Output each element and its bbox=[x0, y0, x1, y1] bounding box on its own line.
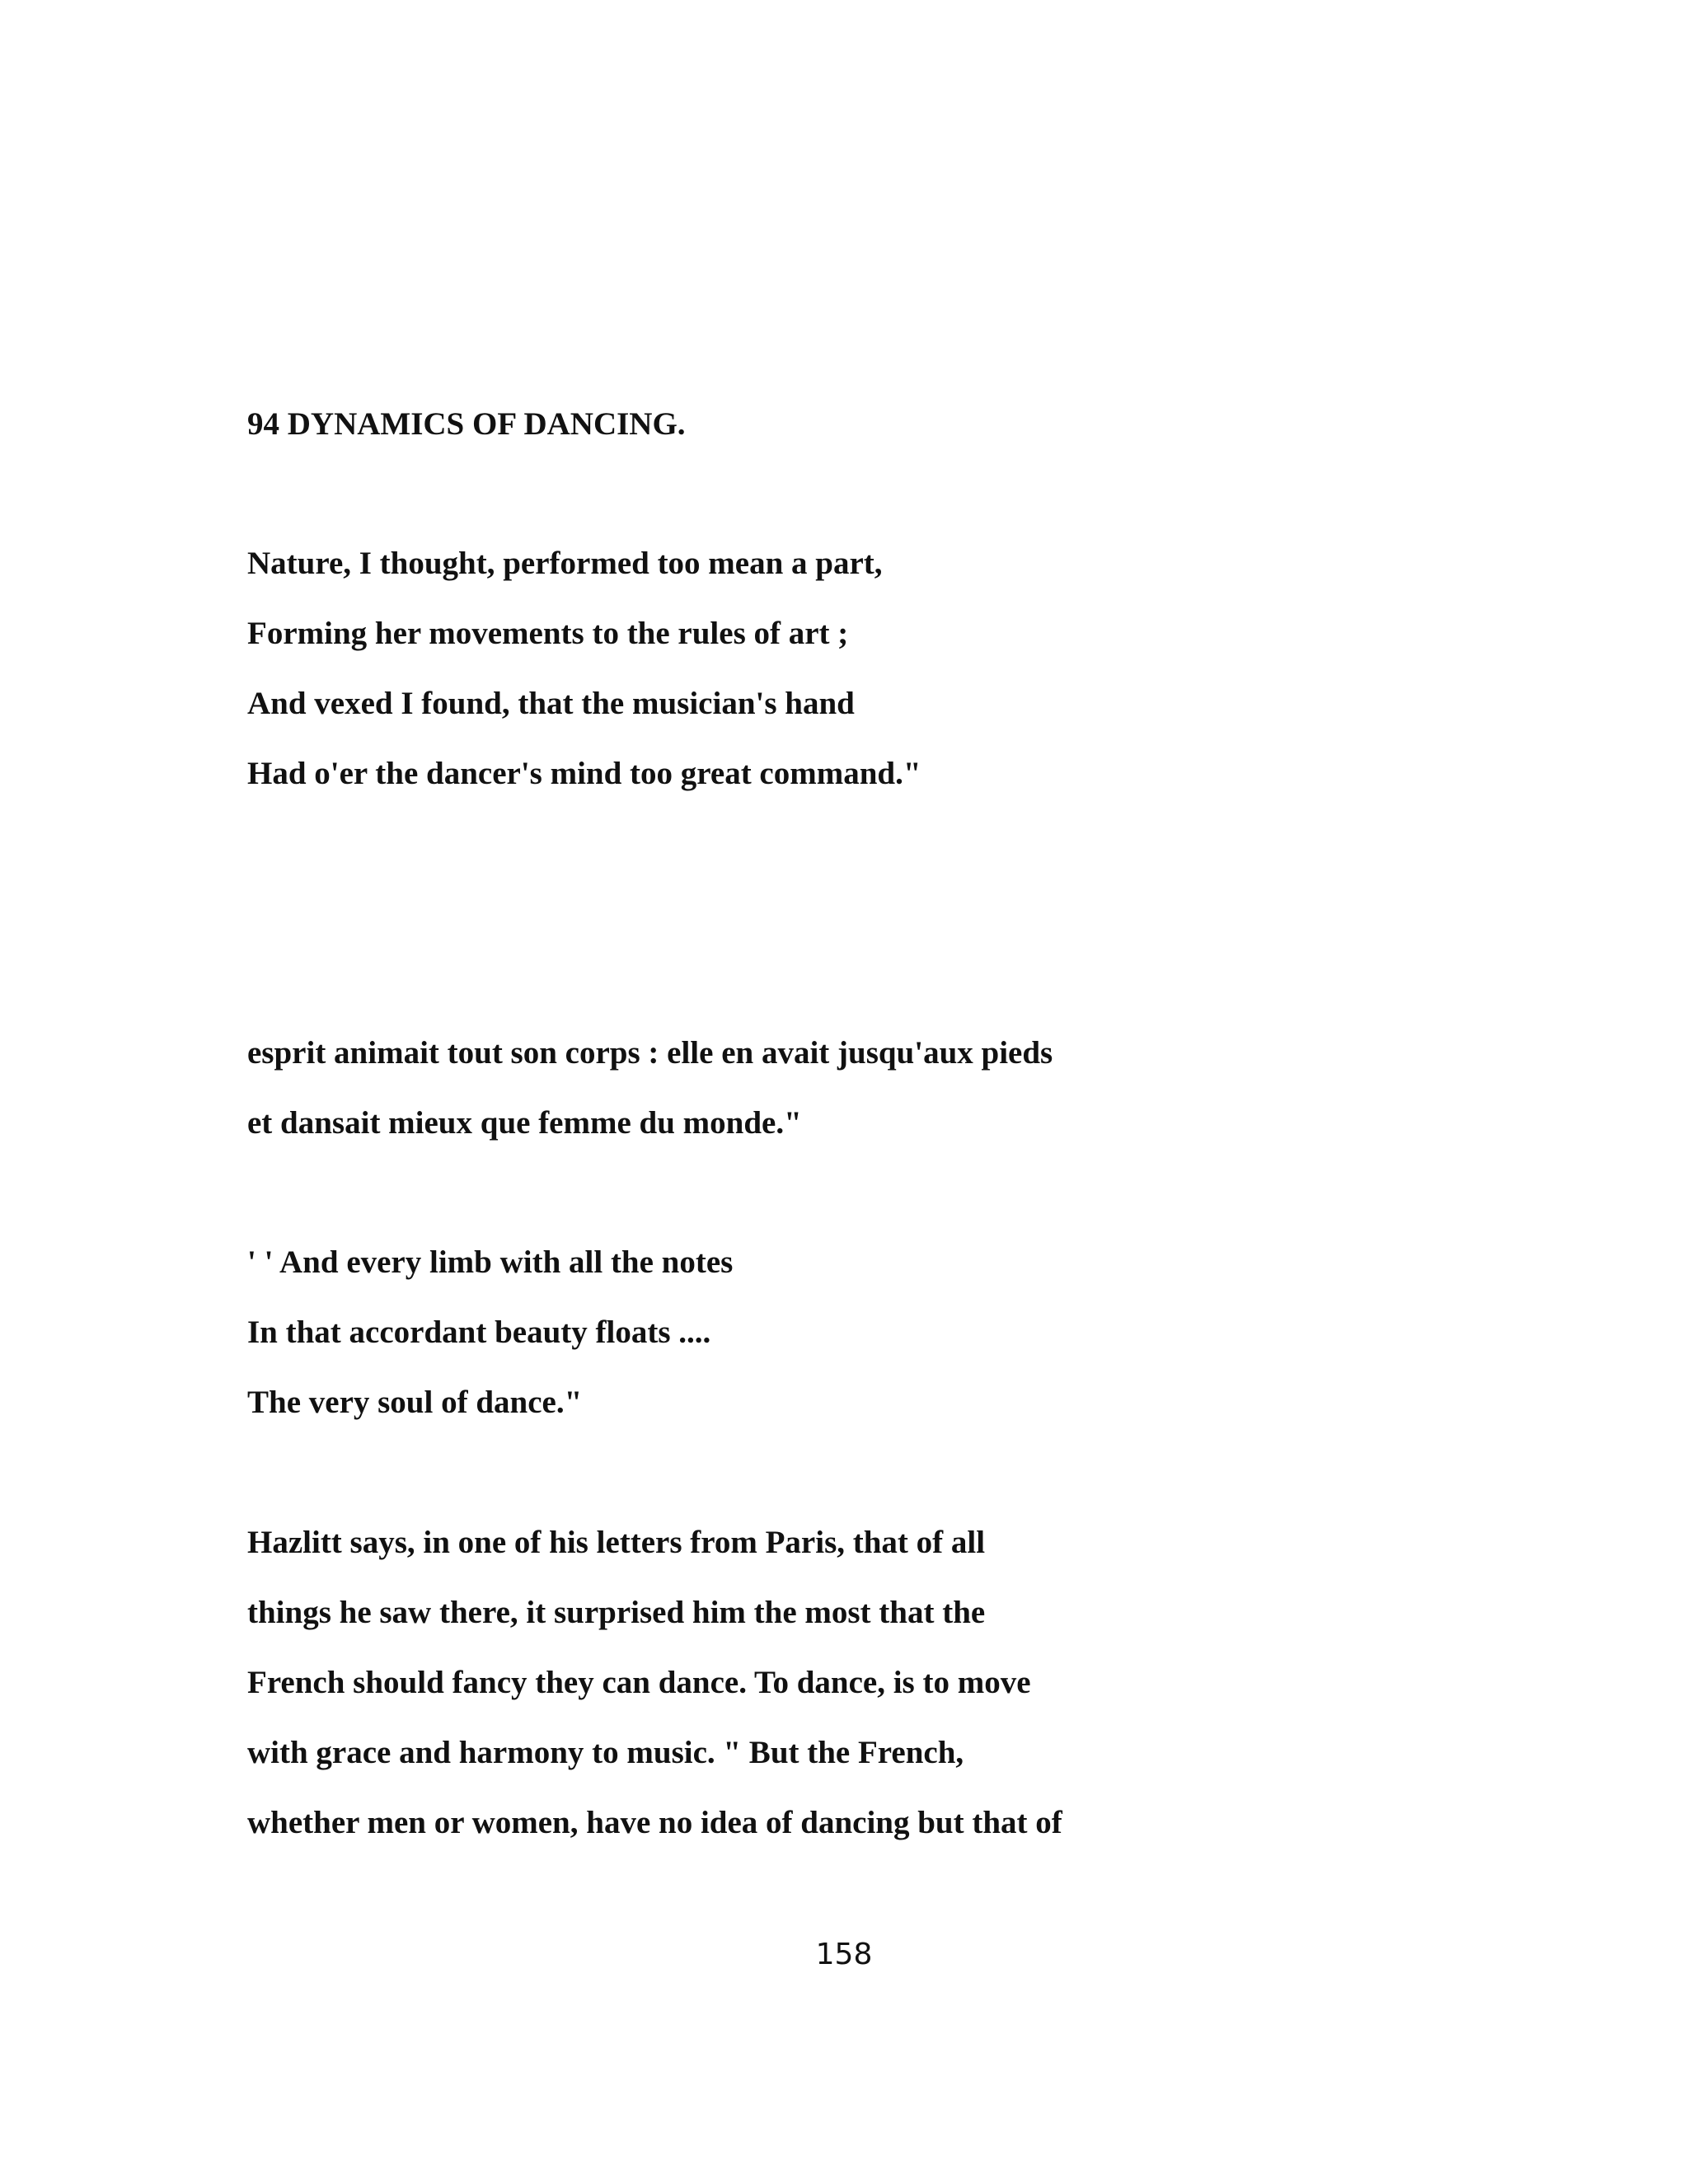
paragraph-line: with grace and harmony to music. " But the French, bbox=[247, 1735, 964, 1770]
quote-line: et dansait mieux que femme du monde." bbox=[247, 1105, 802, 1141]
verse-line: ' ' And every limb with all the notes bbox=[247, 1244, 734, 1280]
verse-line: And vexed I found, that the musician's hand bbox=[247, 686, 855, 721]
verse-line: Nature, I thought, performed too mean a part, bbox=[247, 546, 883, 581]
paragraph-line: French should fancy they can dance. To dance, is to move bbox=[247, 1665, 1031, 1700]
running-head: 94 DYNAMICS OF DANCING. bbox=[247, 406, 686, 442]
quote-line: esprit animait tout son corps : elle en avait jusqu'aux pieds bbox=[247, 1035, 1053, 1071]
paragraph-line: whether men or women, have no idea of dancing but that of bbox=[247, 1805, 1062, 1840]
paragraph-line: Hazlitt says, in one of his letters from Paris, that of all bbox=[247, 1525, 986, 1560]
verse-line: In that accordant beauty floats .... bbox=[247, 1315, 711, 1350]
paragraph-line: things he saw there, it surprised him the most that the bbox=[247, 1595, 986, 1630]
verse-line: The very soul of dance." bbox=[247, 1385, 583, 1420]
verse-line: Forming her movements to the rules of art ; bbox=[247, 616, 849, 651]
verse-line: Had o'er the dancer's mind too great command." bbox=[247, 756, 921, 791]
page-number: 158 bbox=[815, 1938, 873, 1971]
